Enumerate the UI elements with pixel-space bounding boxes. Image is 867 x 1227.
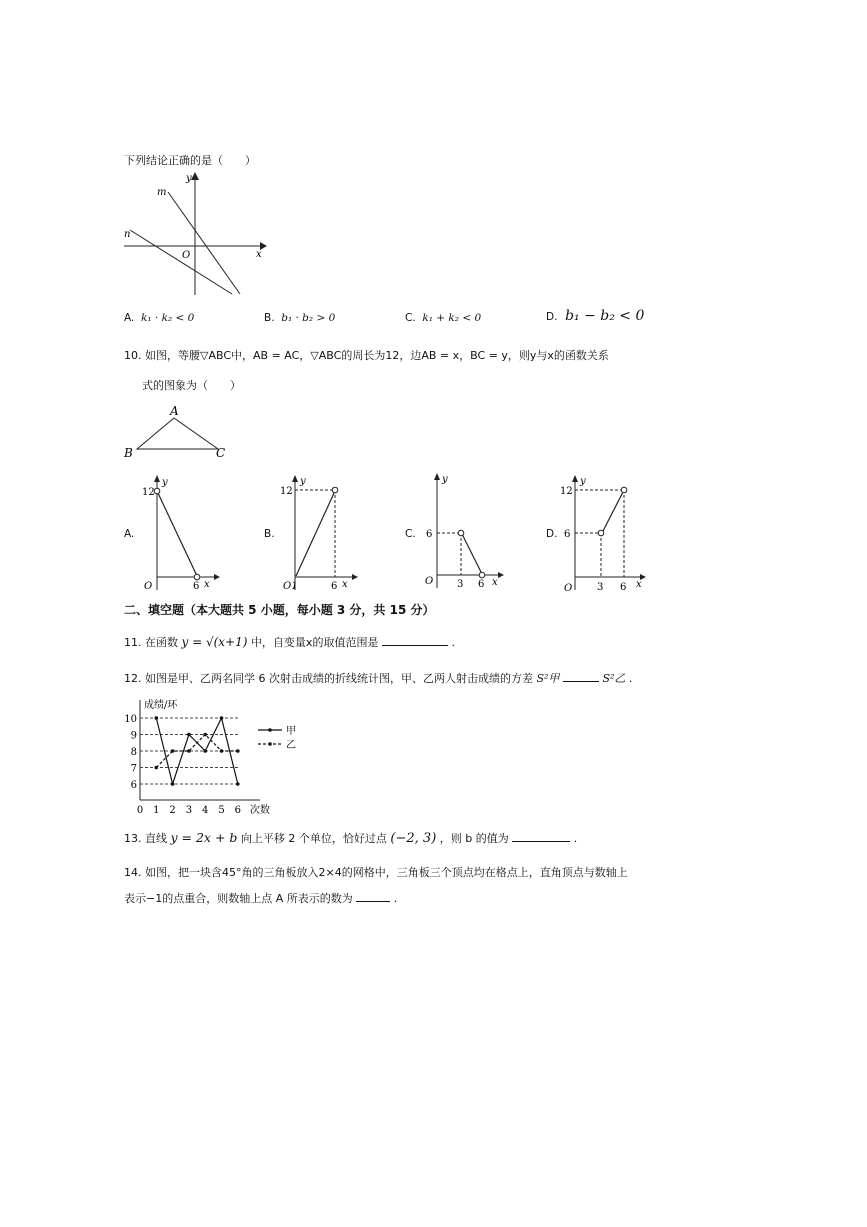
data-point: [171, 782, 175, 786]
x-tick-label: 4: [202, 805, 209, 816]
tick-12: 12: [142, 487, 155, 498]
legend-marker: [268, 742, 272, 746]
q13-answer-blank[interactable]: [512, 831, 570, 842]
q12-answer-blank[interactable]: [563, 671, 599, 682]
data-point: [187, 749, 191, 753]
option-expr: b₁ − b₂ < 0: [565, 308, 645, 324]
q10-option-c-letter[interactable]: C.: [405, 528, 416, 540]
axis-x-label: x: [204, 579, 210, 590]
tick-6: 6: [620, 582, 627, 593]
shooting-scores-chart: [124, 694, 314, 820]
q10-option-b-graph[interactable]: [280, 472, 360, 597]
axis-y-label: y: [580, 476, 586, 487]
legend-label: 乙: [286, 740, 296, 751]
origin-label: O: [425, 576, 434, 587]
axis-x-label: x: [492, 577, 498, 588]
q14-line2: [124, 890, 397, 906]
q14-line1: 14. 如图，把一块含45°角的三角板放入2×4的网格中，三角板三个顶点均在格点上，直角顶点与数轴上: [124, 866, 628, 879]
axis-y-label: y: [442, 474, 448, 485]
q10-option-c-graph[interactable]: [422, 470, 507, 595]
data-point: [171, 749, 175, 753]
q9-n-label: n: [124, 229, 131, 240]
q10-line2: 式的图象为（ ）: [142, 379, 241, 392]
axis-y-label: y: [162, 477, 168, 488]
x-tick-label: 2: [169, 805, 176, 816]
q10-option-a-graph[interactable]: [142, 472, 222, 597]
q12-pre: 12. 如图是甲、乙两名同学 6 次射击成绩的折线统计图，甲、乙两人射击成绩的方差: [124, 672, 533, 685]
q13: [124, 830, 577, 846]
tick-3: 3: [597, 582, 604, 593]
triangle-b-label: B: [124, 446, 133, 460]
data-point: [203, 749, 207, 753]
tick-6: 6: [478, 579, 485, 590]
q9-option-c[interactable]: [405, 312, 481, 324]
option-expr: b₁ · b₂ > 0: [281, 312, 336, 324]
q10-option-d-graph[interactable]: [560, 472, 650, 597]
q9-option-a[interactable]: [124, 312, 194, 324]
q9-option-d[interactable]: [546, 308, 644, 324]
origin-label: O1: [283, 581, 298, 592]
tick-6y: 6: [564, 529, 571, 540]
q11: [124, 634, 455, 650]
triangle-c-label: C: [216, 446, 226, 460]
q9-graph: [120, 170, 270, 300]
data-point: [236, 749, 240, 753]
data-point: [187, 733, 191, 737]
q11-pre: 11. 在函数: [124, 636, 178, 649]
q13-expr: y = 2x + b: [170, 830, 238, 845]
data-point: [155, 716, 159, 720]
tick-12: 12: [280, 486, 293, 497]
q11-answer-blank[interactable]: [382, 635, 448, 646]
y-tick-label: 9: [130, 730, 137, 742]
q9-option-b[interactable]: [264, 312, 335, 324]
data-point: [236, 782, 240, 786]
q12: [124, 670, 632, 686]
data-point: [203, 733, 207, 737]
q10-option-b-letter[interactable]: B.: [264, 528, 275, 540]
q9-x-label: x: [256, 249, 262, 260]
x-tick-label: 5: [218, 805, 225, 816]
q14-answer-blank[interactable]: [356, 891, 390, 902]
option-expr: k₁ · k₂ < 0: [141, 312, 195, 324]
axis-x-label: x: [636, 579, 642, 590]
y-tick-label: 6: [130, 780, 137, 791]
x-axis-label: 次数: [250, 805, 270, 816]
q13-post: ，则 b 的值为: [439, 832, 509, 845]
q13-point: (−2, 3): [390, 831, 437, 846]
q13-mid: 向上平移 2 个单位，恰好过点: [240, 832, 387, 845]
q14-line2-text: 表示−1的点重合，则数轴上点 A 所表示的数为: [124, 892, 353, 905]
tick-3: 3: [457, 579, 464, 590]
y-tick-label: 7: [130, 763, 137, 775]
data-point: [220, 749, 224, 753]
legend-marker: [268, 728, 272, 732]
tick-6: 6: [193, 581, 200, 592]
q10-option-d-letter[interactable]: D.: [546, 528, 558, 540]
x-tick-label: 3: [185, 805, 193, 816]
data-point: [220, 716, 224, 720]
q14-end: .: [393, 892, 398, 905]
q9-m-label: m: [157, 187, 167, 198]
y-tick-label: 10: [124, 714, 137, 725]
option-expr: k₁ + k₂ < 0: [422, 312, 482, 324]
axis-x-label: x: [342, 579, 348, 590]
y-tick-label: 8: [130, 747, 137, 758]
q11-expr: y = √(x+1): [181, 635, 248, 649]
q10-option-a-letter[interactable]: A.: [124, 528, 135, 540]
q9-stem: 下列结论正确的是（ ）: [124, 154, 256, 167]
origin-label: O: [144, 581, 153, 592]
triangle-a-label: A: [170, 404, 179, 418]
q10-line1: 10. 如图，等腰▽ABC中，AB = AC，▽ABC的周长为12，边AB = x，BC = y，则y与x的函数关系: [124, 349, 609, 362]
x-tick-label: 6: [234, 805, 241, 816]
option-letter: C.: [405, 312, 416, 324]
q10-triangle: [122, 402, 232, 462]
x-tick-label: 1: [153, 805, 160, 816]
q12-s2: S²乙: [602, 672, 626, 685]
x-tick-label: 0: [136, 805, 144, 816]
q12-end: .: [628, 672, 633, 685]
section-title: 二、填空题（本大题共 5 小题，每小题 3 分，共 15 分）: [124, 603, 435, 617]
option-letter: A.: [124, 312, 135, 324]
origin-label: O: [564, 583, 573, 594]
q13-end: .: [573, 832, 578, 845]
data-point: [155, 766, 159, 770]
option-letter: D.: [546, 311, 558, 323]
legend-label: 甲: [286, 726, 296, 737]
q11-end: .: [451, 636, 455, 649]
tick-12: 12: [560, 486, 573, 497]
q9-origin-label: O: [182, 250, 191, 261]
tick-6: 6: [331, 581, 338, 592]
q13-pre: 13. 直线: [124, 832, 167, 845]
q11-post: 中，自变量x的取值范围是: [250, 636, 379, 649]
tick-6y: 6: [426, 529, 433, 540]
axis-y-label: y: [300, 476, 306, 487]
q9-y-label: y: [186, 173, 192, 184]
y-axis-label: 成绩/环: [144, 700, 178, 711]
option-letter: B.: [264, 312, 275, 324]
q12-s1: S²甲: [536, 672, 560, 685]
